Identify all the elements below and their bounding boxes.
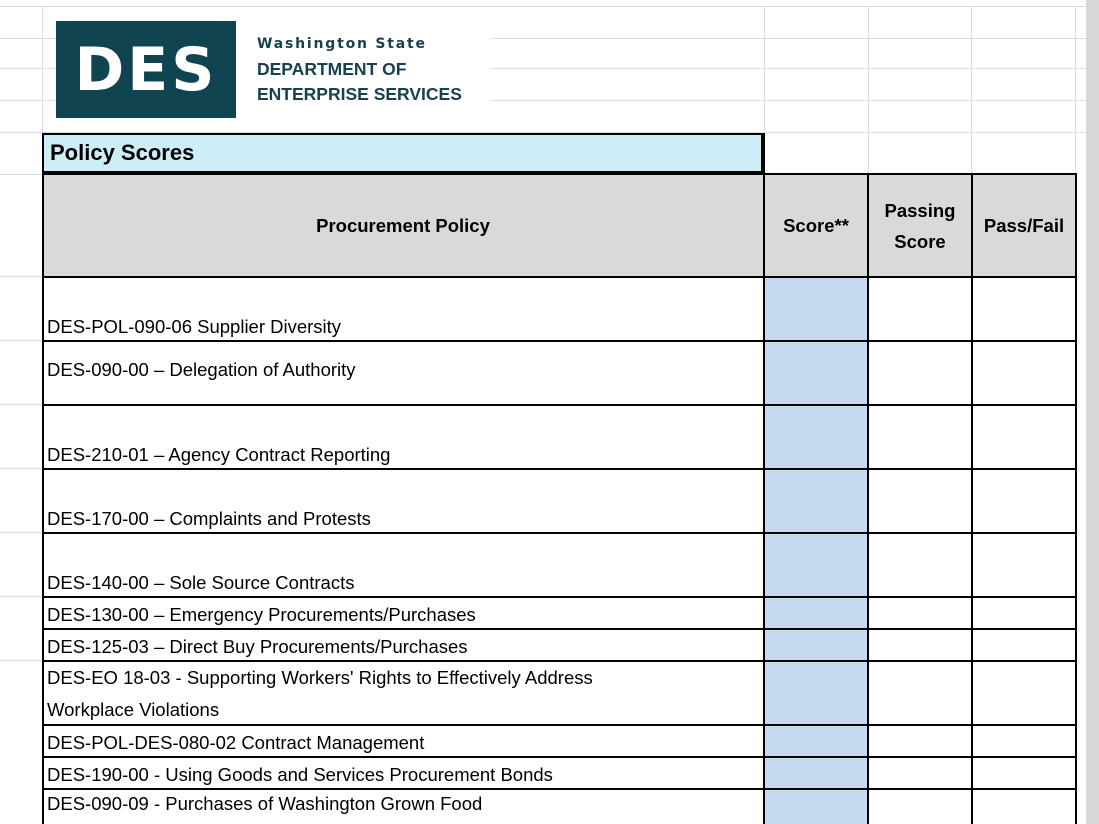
table-border xyxy=(42,173,1077,175)
gridline xyxy=(0,276,42,277)
section-title-cell[interactable] xyxy=(42,133,763,173)
gridline xyxy=(0,100,56,101)
gridline xyxy=(1075,6,1076,174)
score-cell[interactable] xyxy=(764,469,868,533)
table-border xyxy=(42,173,44,824)
table-border xyxy=(42,724,1077,726)
passing-score-cell[interactable] xyxy=(868,533,972,597)
passing-score-cell[interactable] xyxy=(868,629,972,661)
sheet-top-edge xyxy=(0,0,1086,7)
policy-cell[interactable]: DES-130-00 – Emergency Procurements/Purchases xyxy=(47,604,476,625)
gridline xyxy=(0,340,42,341)
policy-cell[interactable]: DES-170-00 – Complaints and Protests xyxy=(47,508,371,529)
header-pass-fail[interactable]: Pass/Fail xyxy=(972,174,1076,277)
policy-cell[interactable]: DES-210-01 – Agency Contract Reporting xyxy=(47,444,391,465)
pass-fail-cell[interactable] xyxy=(972,629,1076,661)
gridline xyxy=(971,6,972,174)
passing-score-cell[interactable] xyxy=(868,341,972,405)
gridline xyxy=(490,38,1086,39)
passing-score-cell[interactable] xyxy=(868,405,972,469)
passing-score-cell[interactable] xyxy=(868,725,972,757)
gridline xyxy=(0,660,42,661)
table-border xyxy=(971,173,973,824)
policy-cell[interactable]: DES-190-00 - Using Goods and Services Procurement Bonds xyxy=(47,764,553,785)
score-cell[interactable] xyxy=(764,629,868,661)
pass-fail-cell[interactable] xyxy=(972,661,1076,725)
passing-score-cell[interactable] xyxy=(868,597,972,629)
pass-fail-cell[interactable] xyxy=(972,405,1076,469)
pass-fail-cell[interactable] xyxy=(972,789,1076,824)
pass-fail-cell[interactable] xyxy=(972,533,1076,597)
logo-services-text: ENTERPRISE SERVICES xyxy=(257,84,462,104)
pass-fail-cell[interactable] xyxy=(972,725,1076,757)
passing-score-cell[interactable] xyxy=(868,469,972,533)
gridline xyxy=(0,174,42,175)
pass-fail-cell[interactable] xyxy=(972,757,1076,789)
score-cell[interactable] xyxy=(764,789,868,824)
gridline xyxy=(0,404,42,405)
pass-fail-cell[interactable] xyxy=(972,597,1076,629)
table-border xyxy=(42,628,1077,630)
pass-fail-cell[interactable] xyxy=(972,341,1076,405)
score-cell[interactable] xyxy=(764,757,868,789)
des-logo-mark xyxy=(56,21,236,118)
header-passing-score[interactable]: Passing Score xyxy=(868,174,972,277)
logo-mark-text: DES xyxy=(74,34,218,105)
score-cell[interactable] xyxy=(764,277,868,341)
section-title: Policy Scores xyxy=(50,140,195,165)
gridline xyxy=(0,68,56,69)
score-cell[interactable] xyxy=(764,533,868,597)
policy-cell[interactable]: DES-140-00 – Sole Source Contracts xyxy=(47,572,355,593)
policy-cell[interactable]: DES-125-03 – Direct Buy Procurements/Purchases xyxy=(47,636,468,657)
pass-fail-cell[interactable] xyxy=(972,469,1076,533)
table-border xyxy=(42,596,1077,598)
score-cell[interactable] xyxy=(764,405,868,469)
table-border xyxy=(42,276,1077,278)
gridline xyxy=(0,532,42,533)
policy-cell[interactable]: DES-POL-090-06 Supplier Diversity xyxy=(47,316,342,337)
passing-score-cell[interactable] xyxy=(868,757,972,789)
table-border xyxy=(42,756,1077,758)
gridline xyxy=(490,68,1086,69)
logo-department-text: DEPARTMENT OF xyxy=(257,59,407,79)
gridline xyxy=(490,100,1086,101)
gridline xyxy=(42,6,43,133)
passing-score-cell[interactable] xyxy=(868,277,972,341)
table-border xyxy=(763,133,765,824)
sheet-right-edge xyxy=(1086,0,1099,824)
policy-cell[interactable]: DES-EO 18-03 - Supporting Workers' Rights to Effectively Address Workplace Violations xyxy=(47,667,593,720)
table-border xyxy=(867,173,869,824)
gridline xyxy=(764,6,765,133)
passing-score-cell[interactable] xyxy=(868,661,972,725)
gridline xyxy=(868,6,869,174)
gridline xyxy=(0,38,56,39)
score-cell[interactable] xyxy=(764,661,868,725)
score-cell[interactable] xyxy=(764,725,868,757)
table-border xyxy=(42,404,1077,406)
passing-score-cell[interactable] xyxy=(868,789,972,824)
logo-state-text: Washington State xyxy=(257,36,427,52)
policy-cell[interactable]: DES-POL-DES-080-02 Contract Management xyxy=(47,732,425,753)
header-procurement-policy[interactable]: Procurement Policy xyxy=(42,174,764,277)
header-score[interactable]: Score** xyxy=(764,174,868,277)
gridline xyxy=(0,596,42,597)
pass-fail-cell[interactable] xyxy=(972,277,1076,341)
table-border xyxy=(42,788,1077,790)
gridline xyxy=(0,468,42,469)
table-border xyxy=(42,468,1077,470)
table-border xyxy=(1075,173,1077,824)
table-border xyxy=(42,660,1077,662)
score-cell[interactable] xyxy=(764,341,868,405)
score-cell[interactable] xyxy=(764,597,868,629)
policy-cell[interactable]: DES-090-09 - Purchases of Washington Grown Food xyxy=(47,793,483,814)
policy-cell[interactable]: DES-090-00 – Delegation of Authority xyxy=(47,359,356,380)
table-border xyxy=(42,340,1077,342)
table-border xyxy=(42,532,1077,534)
